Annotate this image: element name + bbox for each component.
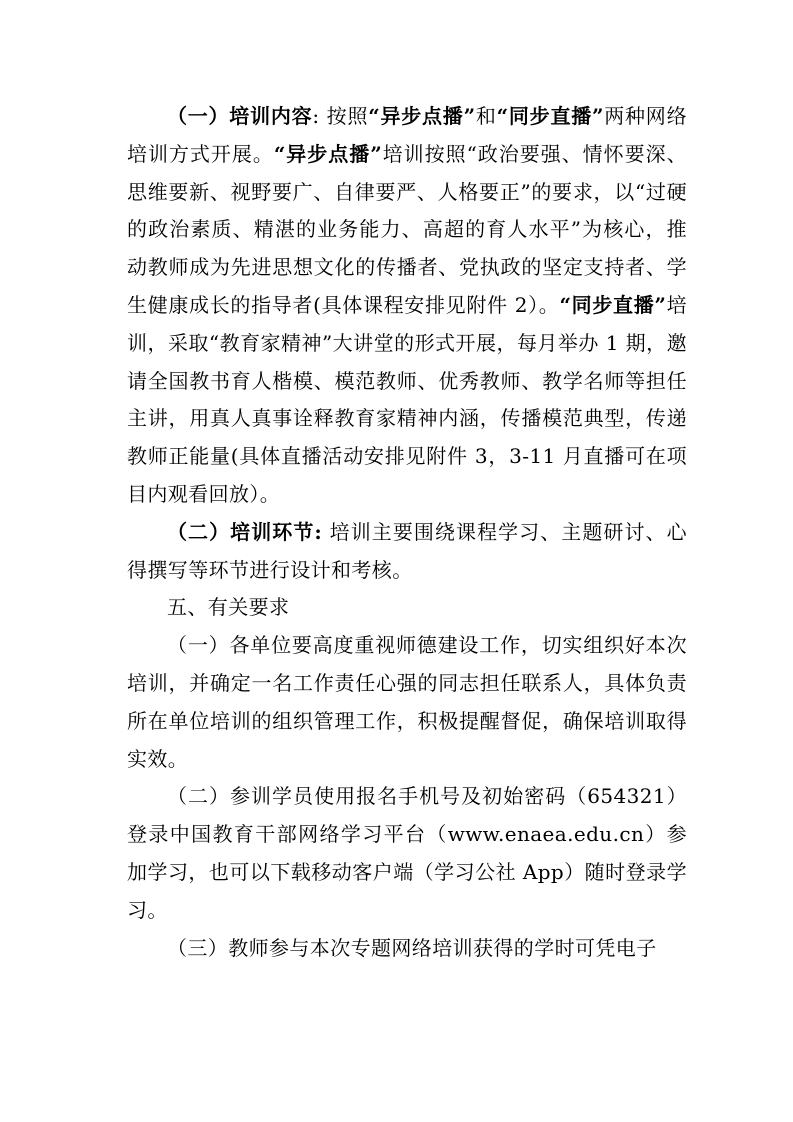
training-content-text1: 两种网络培训方式开展。 xyxy=(127,104,687,166)
term-async: “异步点播” xyxy=(368,104,476,128)
term-sync-2: “同步直播” xyxy=(559,292,667,317)
section-five-title: 五、有关要求 xyxy=(167,595,290,620)
training-content-text3: 培训，采取“教育家精神”大讲堂的形式开展，每月举办 1 期，邀请全国教书育人楷模、模范教师、优秀教师、教学名师等担任主讲，用真人真事诠释教育家精神内涵，传播模范典型，传递教师正能量(具体直播活动安排见附件 3，3-11 月直播可在项目内观看回放）。 xyxy=(127,292,687,506)
document-body xyxy=(127,98,687,967)
training-steps-text: 培训主要围绕课程学习、主题研讨、心得撰写等环节进行设计和考核。 xyxy=(127,519,687,582)
requirement-3: （三）教师参与本次专题网络培训获得的学时可凭电子 xyxy=(167,935,657,960)
training-content-label: （一）培训内容 xyxy=(167,104,313,128)
training-steps-label: （二）培训环节: xyxy=(167,519,323,544)
training-content-paragraph xyxy=(127,98,687,514)
training-content-text2: 培训按照“政治要强、情怀要深、思维要新、视野要广、自律要严、人格要正”的要求，以“过硬的政治素质、精湛的业务能力、高超的育人水平”为核心，推动教师成为先进思想文化的传播者、党执政的坚定支持者、学生健康成长的指导者(具体课程安排见附件 2）。 xyxy=(127,141,687,317)
requirement-1: （一）各单位要高度重视师德建设工作，切实组织好本次培训，并确定一名工作责任心强的同志担任联系人，具体负责所在单位培训的组织管理工作，积极提醒督促，确保培训取得实效。 xyxy=(127,633,687,771)
training-content-and: 和 xyxy=(475,104,497,128)
requirement-2: （二）参训学员使用报名手机号及初始密码（654321）登录中国教育干部网络学习平台（www.enaea.edu.cn）参加学习，也可以下载移动客户端（学习公社 App）随时登录学习。 xyxy=(127,784,687,922)
training-content-sep: : 按照 xyxy=(312,104,369,128)
training-steps-paragraph xyxy=(127,514,687,590)
term-sync: “同步直播” xyxy=(496,104,604,128)
term-async-2: “异步点播” xyxy=(273,141,383,166)
